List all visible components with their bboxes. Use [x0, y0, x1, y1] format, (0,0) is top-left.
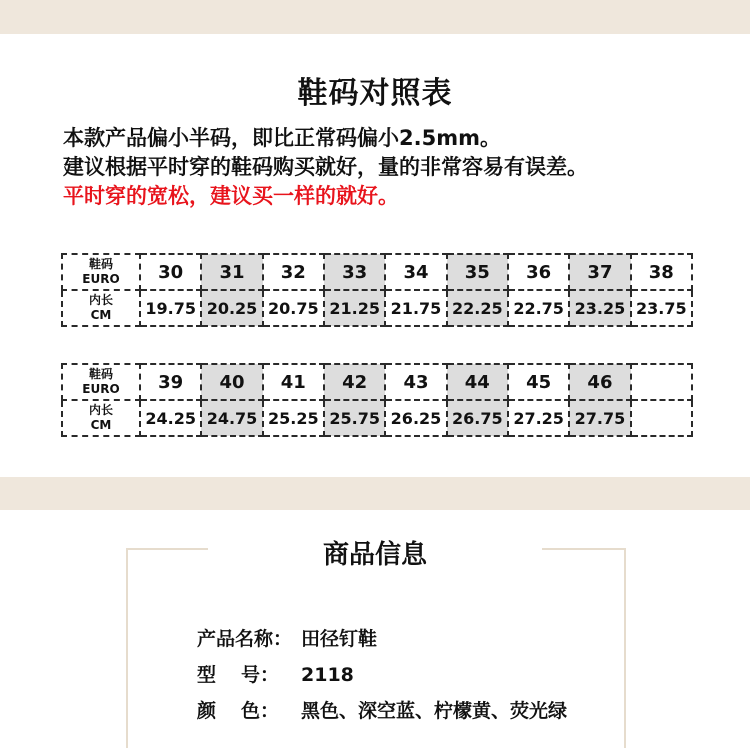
- cm-cell: 22.25: [447, 290, 508, 326]
- cm-cell: 19.75: [140, 290, 201, 326]
- euro-cell: 45: [508, 364, 569, 400]
- euro-cell: 34: [385, 254, 446, 290]
- cm-cell: 27.25: [508, 400, 569, 436]
- table-row: [62, 254, 692, 290]
- euro-cell: 36: [508, 254, 569, 290]
- row-head-label: 鞋码: [88, 367, 113, 381]
- info-label-b: 号：: [240, 664, 279, 686]
- info-label: [197, 696, 279, 723]
- euro-cell: 38: [631, 254, 692, 290]
- size-table-1: [61, 253, 693, 327]
- info-value: 田径钉鞋: [301, 628, 378, 650]
- row-head-label: EURO: [82, 272, 120, 286]
- info-label-b: 色：: [240, 700, 279, 722]
- top-band: [0, 0, 750, 34]
- row-head-label: EURO: [82, 382, 120, 396]
- row-head-label: 内长: [88, 293, 113, 307]
- cm-cell: 21.25: [324, 290, 385, 326]
- info-row-color: [197, 696, 567, 723]
- cm-cell: 20.75: [263, 290, 324, 326]
- cm-cell: 24.25: [140, 400, 201, 436]
- info-label: [197, 660, 279, 687]
- euro-cell: 46: [569, 364, 630, 400]
- row-head-label: 内长: [88, 403, 113, 417]
- euro-cell: 31: [201, 254, 262, 290]
- note-line-2: 建议根据平时穿的鞋码购买就好，量的非常容易有误差。: [63, 155, 588, 179]
- section-divider-band: [0, 477, 750, 510]
- table-row: [62, 290, 692, 326]
- info-value: 2118: [301, 664, 354, 686]
- info-label-a: 型: [197, 664, 217, 686]
- info-label-a: 颜: [197, 700, 217, 722]
- cm-cell: 23.75: [631, 290, 692, 326]
- cm-cell: 27.75: [569, 400, 630, 436]
- euro-cell: 41: [263, 364, 324, 400]
- note-line-1: 本款产品偏小半码，即比正常码偏小2.5mm。: [63, 126, 501, 150]
- row-head-label: CM: [90, 418, 112, 432]
- info-label: 产品名称：: [197, 628, 293, 650]
- euro-cell-empty: [631, 364, 692, 400]
- euro-cell: 32: [263, 254, 324, 290]
- cm-cell: 26.75: [447, 400, 508, 436]
- table-row: [62, 400, 692, 436]
- euro-cell: 40: [201, 364, 262, 400]
- info-row-name: [197, 624, 377, 651]
- size-table-2: [61, 363, 693, 437]
- euro-cell: 35: [447, 254, 508, 290]
- cm-cell: 24.75: [201, 400, 262, 436]
- euro-cell: 42: [324, 364, 385, 400]
- cm-cell: 20.25: [201, 290, 262, 326]
- size-chart-title: 鞋码对照表: [297, 76, 453, 111]
- cm-cell: 22.75: [508, 290, 569, 326]
- size-notes: [63, 124, 588, 211]
- cm-cell: 23.25: [569, 290, 630, 326]
- info-value: 黑色、深空蓝、柠檬黄、荧光绿: [301, 700, 568, 722]
- row-head-euro: [62, 364, 140, 400]
- euro-cell: 33: [324, 254, 385, 290]
- cm-cell: 26.25: [385, 400, 446, 436]
- table-row: [62, 364, 692, 400]
- product-info-title: 商品信息: [322, 540, 427, 570]
- cm-cell-empty: [631, 400, 692, 436]
- row-head-cm: [62, 400, 140, 436]
- row-head-label: CM: [90, 308, 112, 322]
- euro-cell: 39: [140, 364, 201, 400]
- euro-cell: 37: [569, 254, 630, 290]
- cm-cell: 25.75: [324, 400, 385, 436]
- euro-cell: 43: [385, 364, 446, 400]
- info-row-model: [197, 660, 354, 687]
- cm-cell: 25.25: [263, 400, 324, 436]
- row-head-euro: [62, 254, 140, 290]
- row-head-label: 鞋码: [88, 257, 113, 271]
- cm-cell: 21.75: [385, 290, 446, 326]
- euro-cell: 44: [447, 364, 508, 400]
- euro-cell: 30: [140, 254, 201, 290]
- note-line-red: 平时穿的宽松，建议买一样的就好。: [63, 184, 399, 208]
- row-head-cm: [62, 290, 140, 326]
